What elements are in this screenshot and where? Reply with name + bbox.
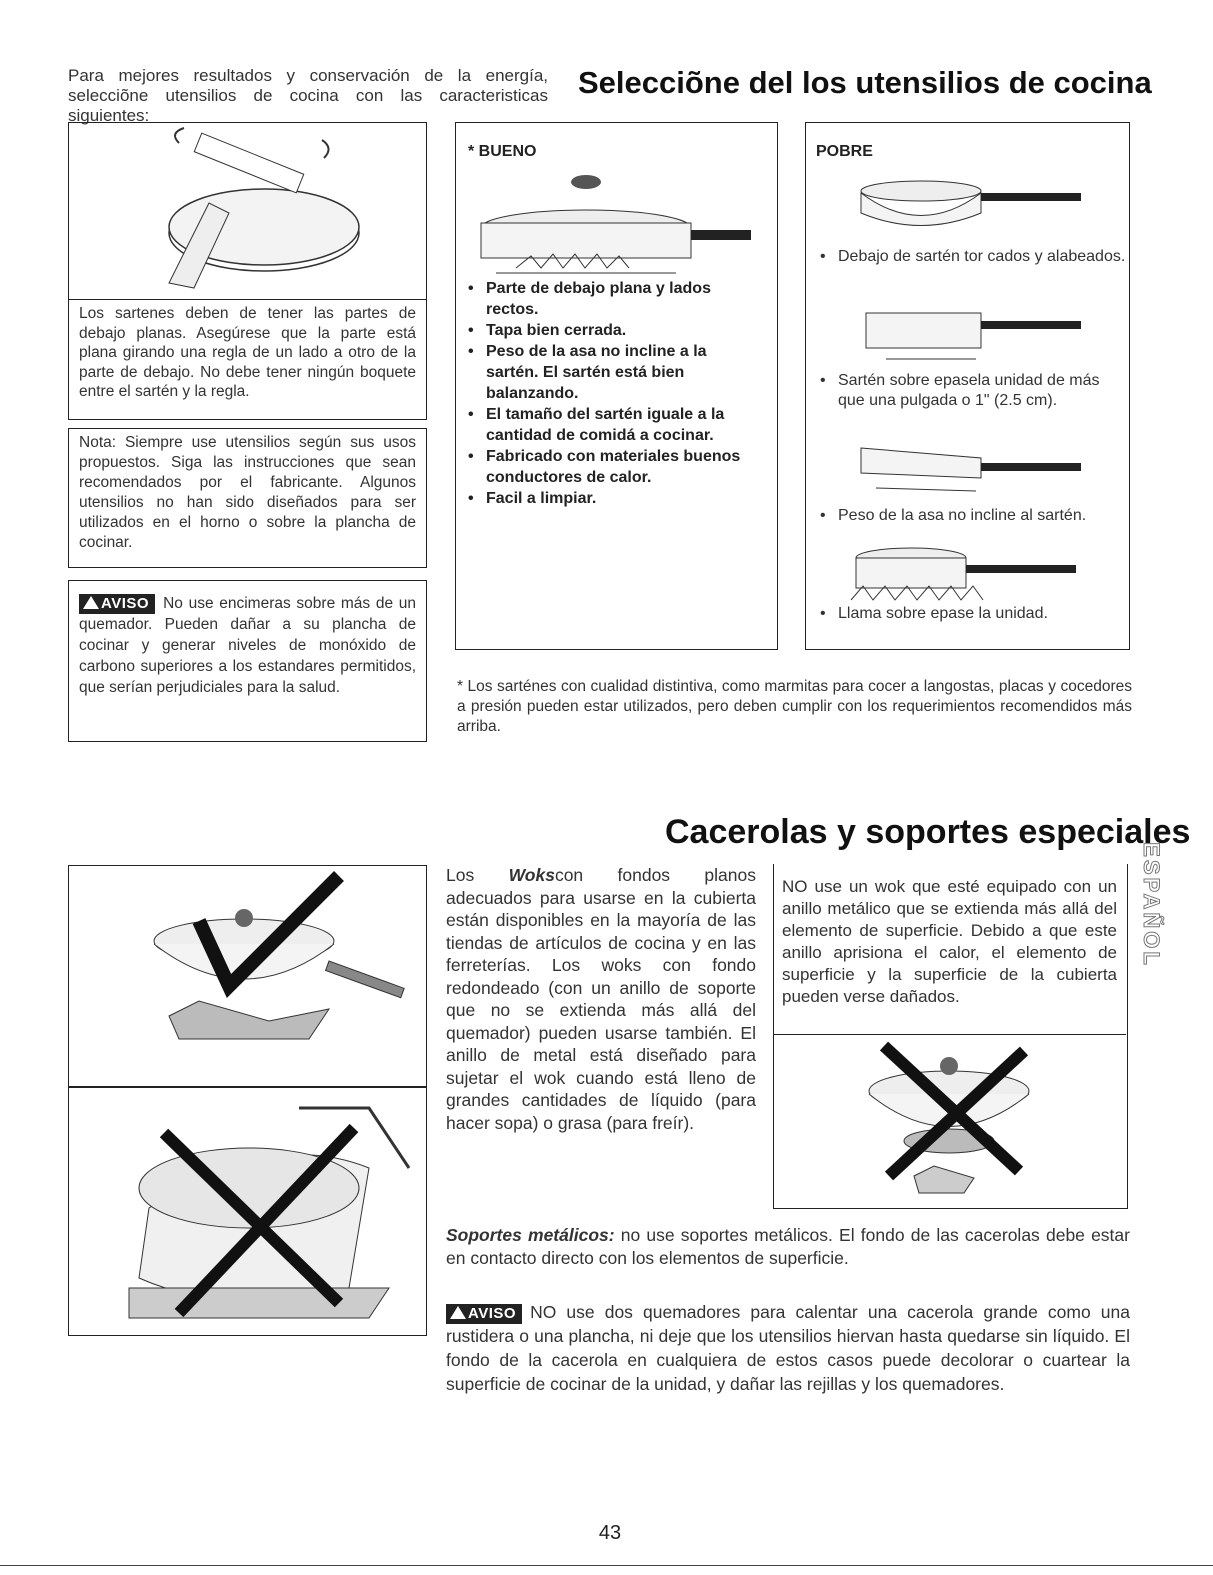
soportes-paragraph bbox=[446, 1224, 1130, 1270]
wok-ring-crossed-illustration bbox=[774, 1036, 1126, 1206]
woks-paragraph bbox=[446, 864, 756, 1134]
intro-text: Para mejores resultados y conservación de la energía, selecciõne utensilios de cocina con las caracteristicas siguientes: bbox=[68, 66, 548, 125]
pobre-item-3: • Peso de la asa no incline al sartén. bbox=[820, 507, 1087, 524]
overhang-pan-illustration bbox=[806, 301, 1131, 371]
divider bbox=[774, 1034, 1126, 1035]
good-pan-illustration bbox=[456, 168, 779, 288]
ruler-caption: Los sartenes deben de tener las partes de debajo planas. Asegúrese que la parte está plana girando una regla de un lado a otro de la parte de debajo. No debe tener ningún boquete entre el sartén y la regla. bbox=[79, 305, 416, 400]
nota-box bbox=[68, 428, 427, 568]
roaster-x-box bbox=[68, 1087, 427, 1336]
no-wok-box bbox=[773, 864, 1128, 1209]
soportes-label: Soportes metálicos: bbox=[446, 1225, 615, 1245]
bueno-box bbox=[455, 122, 778, 650]
no-wok-text: NO use un wok que esté equipado con un anillo metálico que se extienda más allá del elemento de superficie. Debido a que este anillo aprisiona el calor, el elemento de superficie y la superficie de la cubierta pueden verse dañados. bbox=[782, 877, 1117, 1006]
bullet: • bbox=[820, 507, 826, 524]
roaster-two-burners-crossed-illustration bbox=[69, 1088, 428, 1337]
side-tab-espanol bbox=[1136, 840, 1164, 970]
pobre-item-4: • Llama sobre epase la unidad. bbox=[820, 605, 1048, 622]
pobre-box bbox=[805, 122, 1130, 650]
bueno-heading: * BUENO bbox=[468, 143, 537, 160]
flat-wok-checkmark-illustration bbox=[69, 866, 428, 1088]
aviso-badge bbox=[446, 1304, 522, 1324]
bueno-item: • Peso de la asa no incline a la sartén. El sartén está bien balanzando. bbox=[464, 341, 754, 404]
woks-text: con fondos planos adecuados para usarse en la cubierta están disponibles en la mayoría de las tiendas de artículos de cocina y en las ferreterías. Los woks con fondo redondeado (con un anillo de soporte que no se extienda más allá del quemador) pueden usarse también. El anillo de metal está diseñado para sujetar el wok cuando está lleno de grandes cantidades de líquido (para hacer sopa) o grasa (para freír). bbox=[446, 865, 756, 1133]
woks-word: Woks bbox=[508, 865, 555, 885]
bullet: • bbox=[820, 248, 826, 265]
warning-icon bbox=[450, 1306, 466, 1319]
aviso-badge bbox=[79, 594, 155, 614]
nota-text: Nota: Siempre use utensilios según sus usos propuestos. Siga las instrucciones que sean recomendados por el fabricante. Algunos utensilios no han sido diseñados para ser utilizados en el horno o sobre la plancha de cocinar. bbox=[79, 434, 416, 551]
aviso-paragraph-1 bbox=[79, 593, 416, 698]
woks-lead: Los bbox=[446, 865, 509, 885]
small-pan-illustration bbox=[806, 538, 1131, 608]
warped-pan-illustration bbox=[806, 171, 1131, 241]
aviso-text-1: No use encimeras sobre más de un quemador. Pueden dañar a su plancha de cocinar y generar niveles de monóxido de carbono superiores a los estandares permitidos, que serían perjudiciales para la salud. bbox=[79, 595, 416, 696]
bueno-list bbox=[464, 278, 754, 509]
side-tab-label: ESPAÑOL bbox=[1139, 842, 1164, 968]
pan-ruler-illustration bbox=[69, 123, 428, 301]
ruler-caption-box bbox=[68, 299, 427, 420]
tipped-pan-illustration bbox=[806, 433, 1131, 503]
pobre-item-1: • Debajo de sartén tor cados y alabeados. bbox=[820, 248, 1126, 265]
soportes-text: no use soportes metálicos. El fondo de las cacerolas debe estar en contacto directo con los elementos de superficie. bbox=[446, 1225, 1130, 1268]
bueno-item: • El tamaño del sartén iguale a la cantidad de comidá a cocinar. bbox=[464, 404, 754, 446]
aviso-box-1 bbox=[68, 580, 427, 742]
aviso-label: AVISO bbox=[101, 595, 150, 612]
section-title-cookware: Selecciõne del los utensilios de cocina bbox=[578, 65, 1152, 100]
pobre-heading: POBRE bbox=[816, 143, 873, 160]
section-title-special-pans: Cacerolas y soportes especiales bbox=[665, 813, 1191, 851]
footnote: * Los sarténes con cualidad distintiva, como marmitas para cocer a langostas, placas y cocedores a presión pueden estar utilizados, pero deben cumplir con los requerimientos recomendidos más arriba. bbox=[457, 678, 1132, 735]
bueno-item: • Fabricado con materiales buenos conductores de calor. bbox=[464, 446, 754, 488]
bueno-item: • Tapa bien cerrada. bbox=[464, 320, 754, 341]
bottom-rule bbox=[0, 1565, 1213, 1566]
bueno-item: • Parte de debajo plana y lados rectos. bbox=[464, 278, 754, 320]
bueno-item: • Facil a limpiar. bbox=[464, 488, 754, 509]
aviso-text-2: NO use dos quemadores para calentar una cacerola grande como una rustidera o una plancha, ni deje que los utensilios hiervan hasta quedarse sin líquido. El fondo de la cacerola en cualquiera de estos casos puede decolorar o cuartear la superficie de cocinar de la unidad, y dañar las rejillas y los quemadores. bbox=[446, 1302, 1130, 1394]
ruler-illustration-box bbox=[68, 122, 427, 300]
bullet: • bbox=[820, 372, 826, 389]
bullet: • bbox=[820, 605, 826, 622]
page-number: 43 bbox=[598, 1522, 622, 1544]
aviso-label: AVISO bbox=[468, 1305, 517, 1322]
pobre-item-2: • Sartén sobre epasela unidad de más que una pulgada o 1" (2.5 cm). bbox=[820, 372, 1100, 409]
wok-ok-box bbox=[68, 865, 427, 1087]
aviso-paragraph-2 bbox=[446, 1300, 1130, 1396]
warning-icon bbox=[83, 596, 99, 609]
